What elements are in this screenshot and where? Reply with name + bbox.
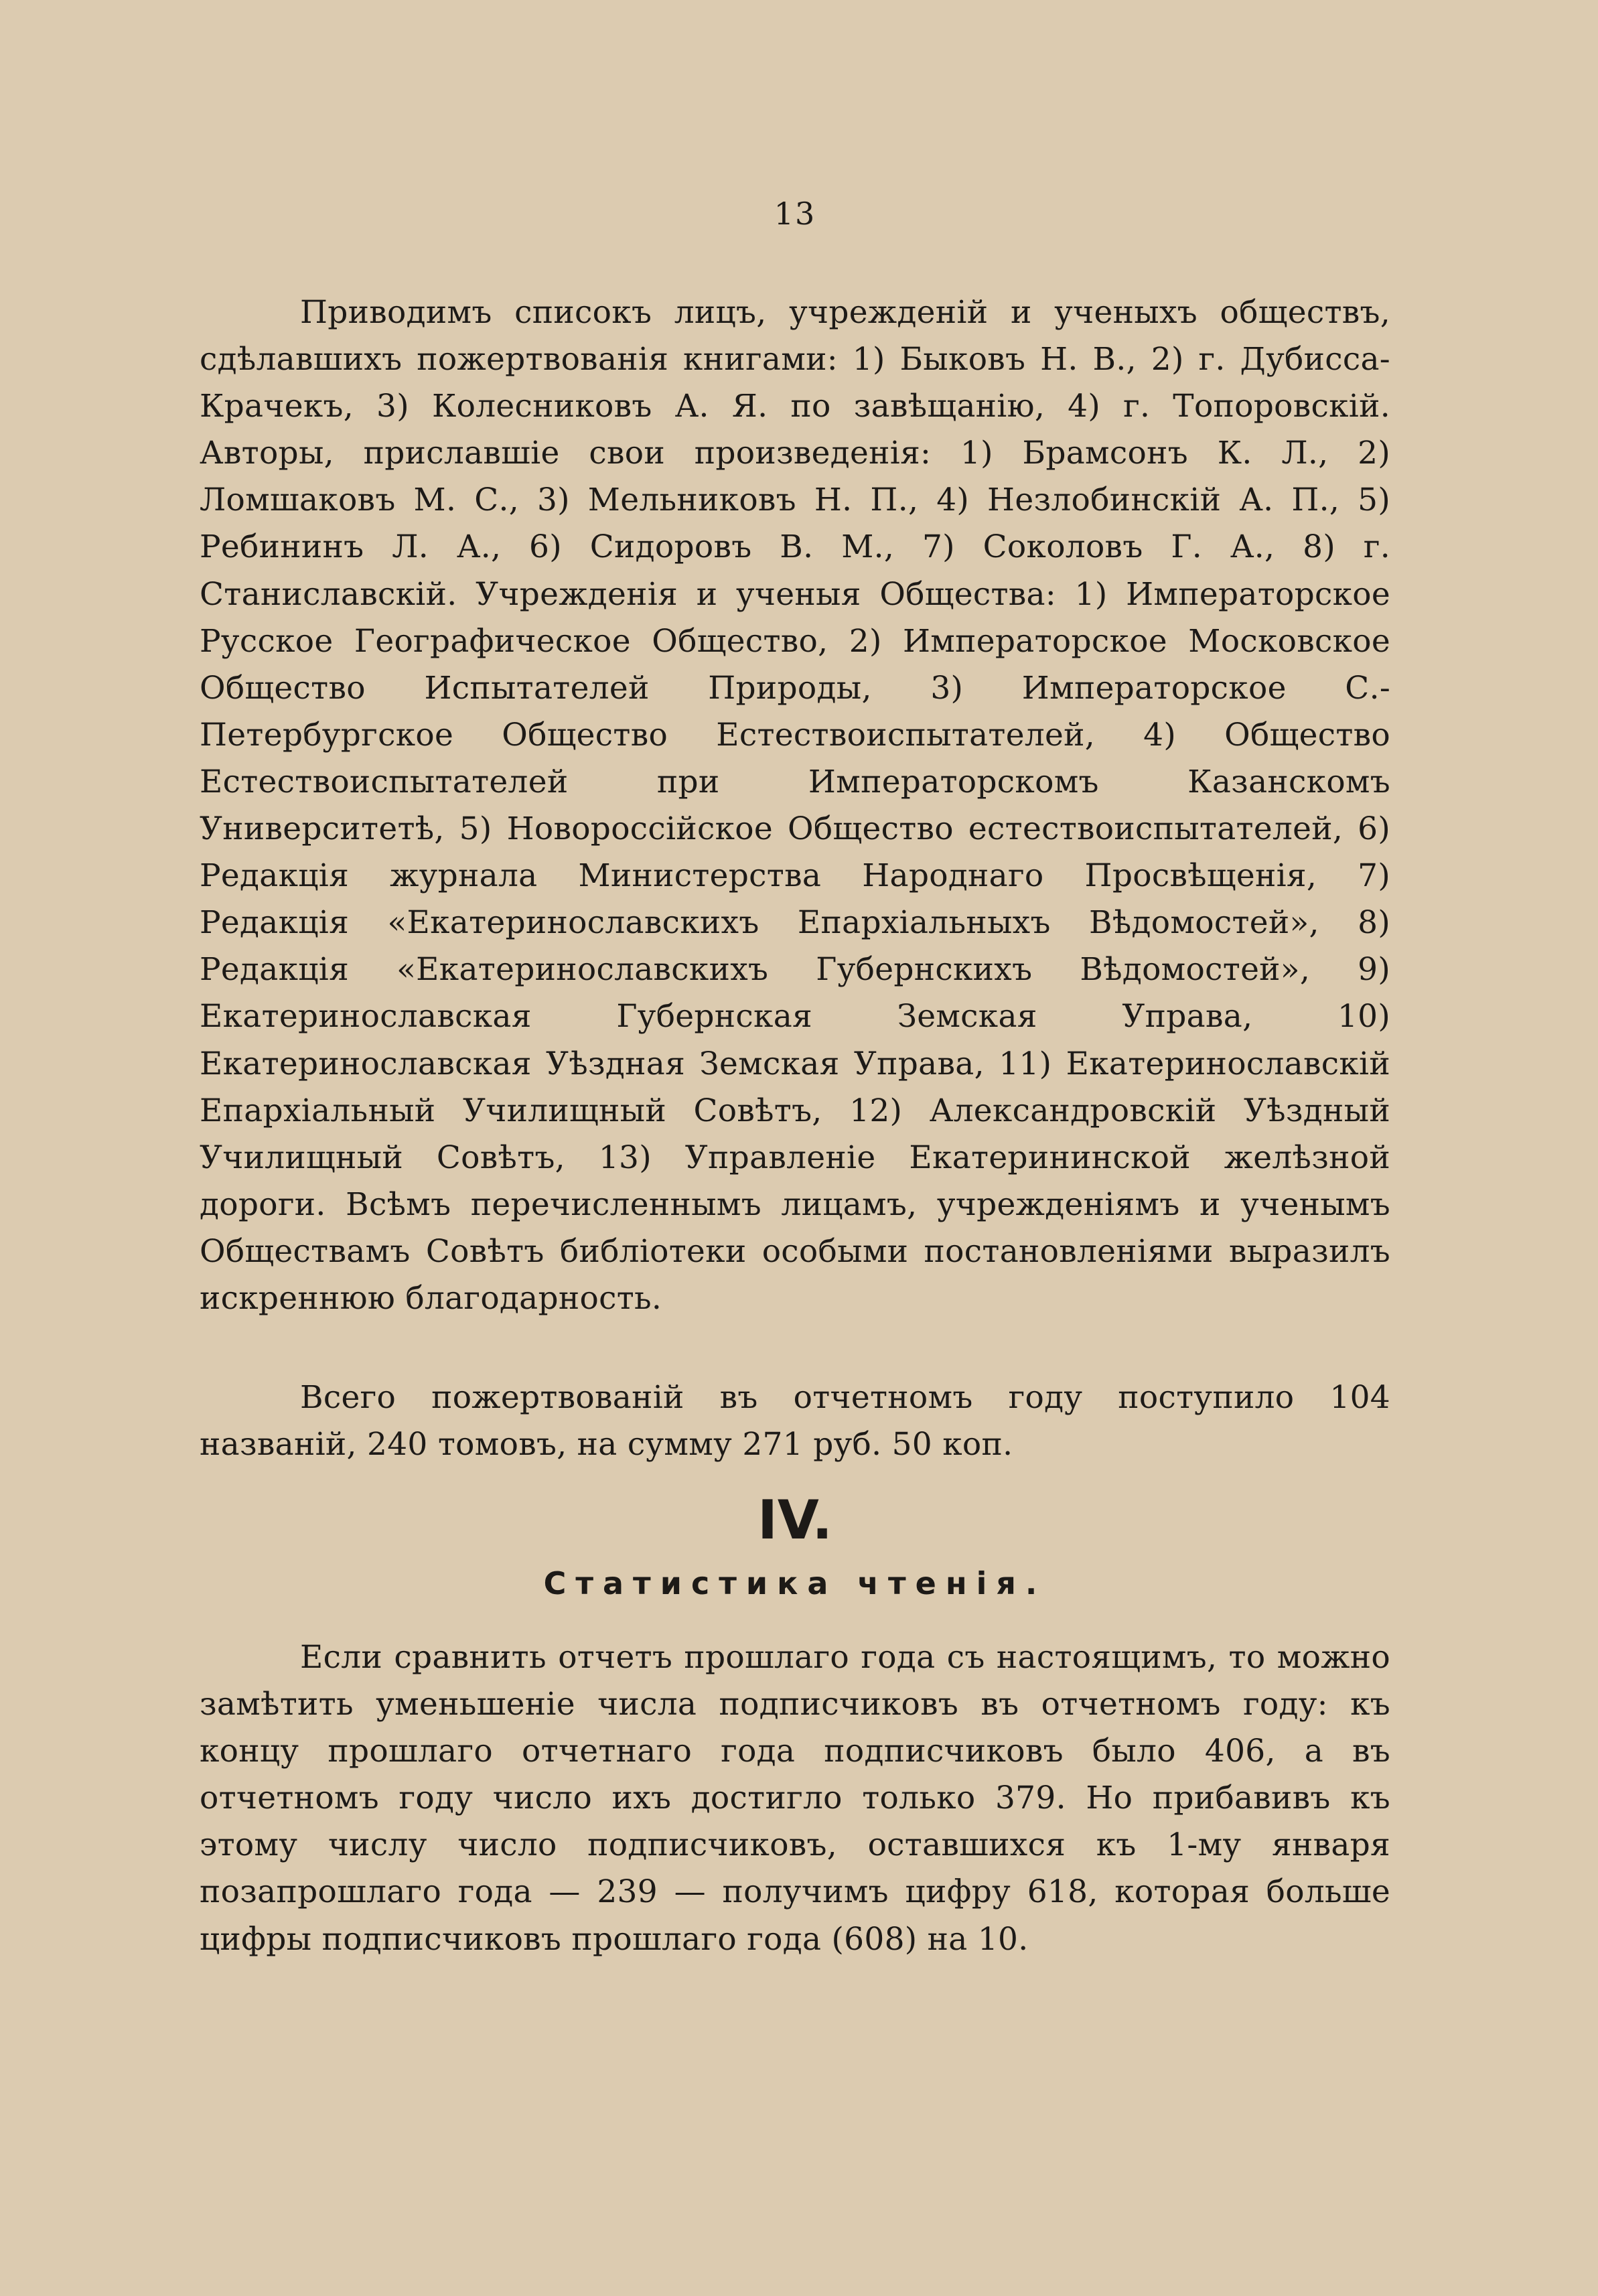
donations-total-paragraph: Всего пожертвованій въ отчетномъ году поступило 104 названій, 240 томовъ, на сумму 271 руб. 50 коп. <box>200 1379 1390 1463</box>
page-number: 13 <box>774 196 816 232</box>
section-numeral: IV. <box>757 1489 832 1551</box>
section-title: Статистика чтенія. <box>543 1565 1047 1601</box>
statistics-paragraph: Если сравнить отчетъ прошлаго года съ настоящимъ, то можно замѣтить уменьшеніе числа подписчиковъ въ отчетномъ году: къ концу прошлаго отчетнаго года подписчиковъ было 406, а въ отчетномъ году число ихъ достигло только 379. Но прибавивъ къ этому числу число подписчиковъ, оставшихся къ 1-му января позапрошлаго года — 239 — получимъ цифру 618, которая больше цифры подписчиковъ прошлаго года (608) на 10. <box>200 1639 1390 1958</box>
document-page <box>200 0 1390 2296</box>
donors-paragraph: Приводимъ списокъ лицъ, учрежденій и ученыхъ обществъ, сдѣлавшихъ пожертвованія книгами: 1) Быковъ Н. В., 2) г. Дубисса-Крачекъ, 3) Колесниковъ А. Я. по завѣщанію, 4) г. Топоровскій. Авторы, приславшіе свои произведенія: 1) Брамсонъ К. Л., 2) Ломшаковъ М. С., 3) Мельниковъ Н. П., 4) Незлобинскій А. П., 5) Ребининъ Л. А., 6) Сидоровъ В. М., 7) Соколовъ Г. А., 8) г. Станиславскій. Учрежденія и ученыя Общества: 1) Императорское Русское Географическое Общество, 2) Императорское Московское Общество Испытателей Природы, 3) Императорское С.-Петербургское Общество Естествоиспытателей, 4) Общество Естествоиспытателей при Императорскомъ Казанскомъ Университетѣ, 5) Новороссійское Общество естествоиспытателей, 6) Редакція журнала Министерства Народнаго Просвѣщенія, 7) Редакція «Екатеринославскихъ Епархіальныхъ Вѣдомостей», 8) Редакція «Екатеринославскихъ Губернскихъ Вѣдомостей», 9) Екатеринославская Губернская Земская Управа, 10) Екатеринославская Уѣздная Земская Управа, 11) Екатеринославскій Епархіальный Училищный Совѣтъ, 12) Александровскій Уѣздный Училищный Совѣтъ, 13) Управленіе Екатерининской желѣзной дороги. Всѣмъ перечисленнымъ лицамъ, учрежденіямъ и ученымъ Обществамъ Совѣтъ библіотеки особыми постановленіями выразилъ искреннюю благодарность. <box>200 294 1390 1317</box>
